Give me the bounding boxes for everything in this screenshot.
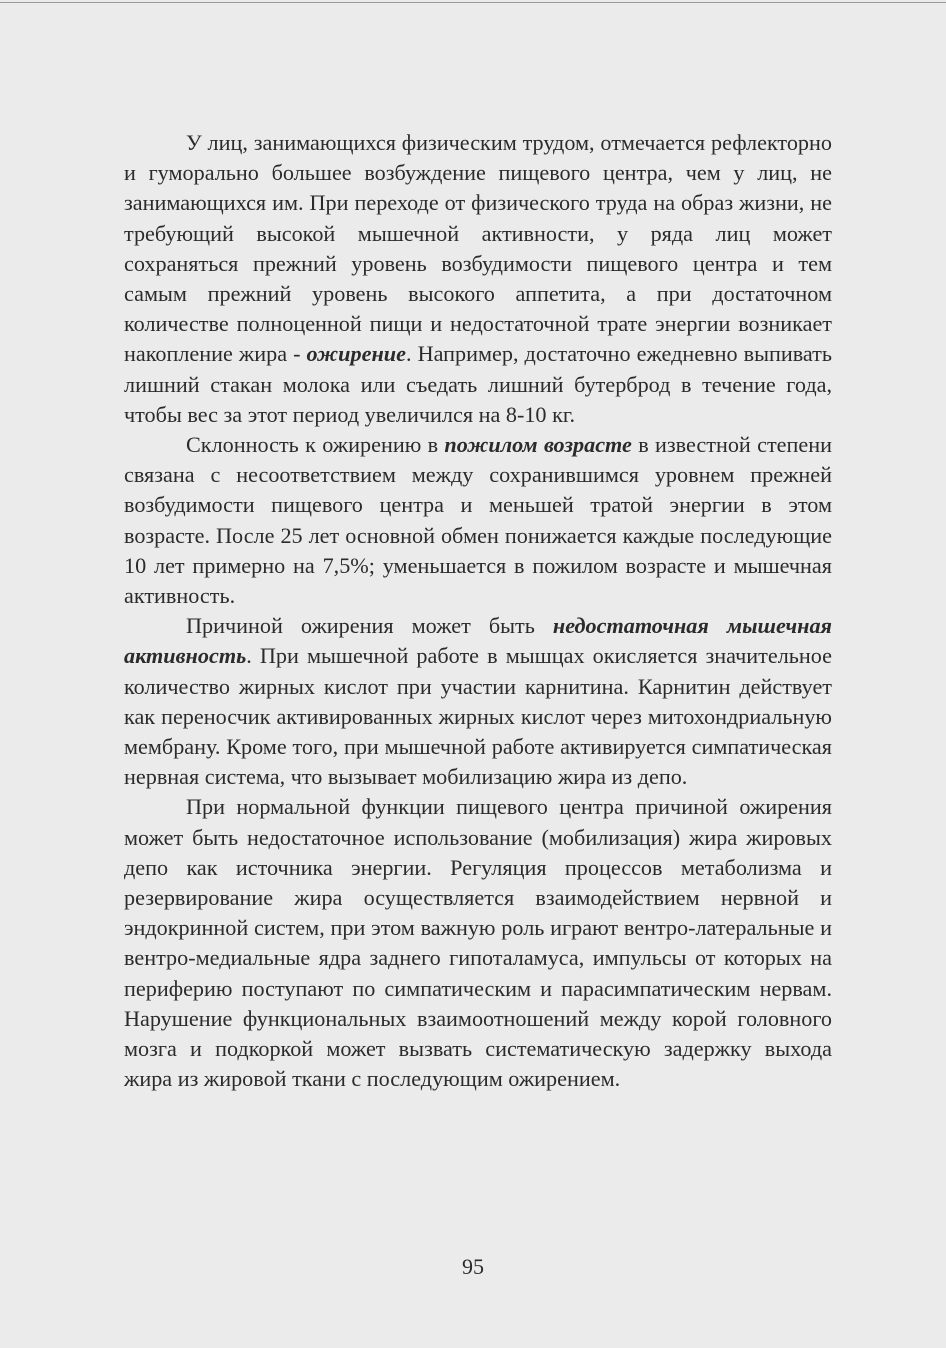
paragraph-2-text-a: Склонность к ожирению в xyxy=(186,432,445,458)
paragraph-3-text-a: Причиной ожирения может быть xyxy=(186,613,553,639)
term-obesity: ожирение xyxy=(306,341,406,367)
term-low-muscle-activity: недостаточная мышечная активность xyxy=(124,613,832,669)
paragraph-4 xyxy=(124,792,832,1094)
page-number: 95 xyxy=(462,1254,484,1279)
paragraph-1 xyxy=(124,128,832,430)
paragraph-1-text-a: У лиц, занимающихся физическим трудом, отмечается рефлекторно и гуморально большее возбуждение пищевого центра, чем у лиц, не занимающихся им. При переходе от физического труда на образ жизни, не требующий высокой мышечной активности, у ряда лиц может сохраняться прежний уровень возбудимости пищевого центра и тем самым прежний уровень высокого аппетита, а при достаточном количестве полноценной пищи и недостаточной трате энергии возникает накопление жира - xyxy=(124,130,832,367)
paragraph-3-text-b: . При мышечной работе в мышцах окисляется значительное количество жирных кислот при участии карнитина. Карнитин действует как переносчик активированных жирных кислот через митохондриальную мембрану. Кроме того, при мышечной работе активируется симпатическая нервная система, что вызывает мобилизацию жира из депо. xyxy=(124,643,832,790)
term-elderly-age: пожилом возрасте xyxy=(444,432,632,458)
paragraph-1-text-b: . Например, достаточно ежедневно выпивать лишний стакан молока или съедать лишний бутерброд в течение года, чтобы вес за этот период увеличился на 8-10 кг. xyxy=(124,341,833,427)
paragraph-2 xyxy=(124,430,832,611)
paragraph-2-text-b: в известной степени связана с несоответствием между сохранившимся уровнем прежней возбудимости пищевого центра и меньшей тратой энергии в этом возрасте. После 25 лет основной обмен понижается каждые последующие 10 лет примерно на 7,5%; уменьшается в пожилом возрасте и мышечная активность. xyxy=(124,432,832,609)
scan-top-edge xyxy=(0,2,946,3)
paragraph-3 xyxy=(124,611,832,792)
page-body xyxy=(124,128,832,1095)
paragraph-4-text: При нормальной функции пищевого центра причиной ожирения может быть недостаточное использование (мобилизация) жира жировых депо как источника энергии. Регуляция процессов метаболизма и резервирование жира осуществляется взаимодействием нервной и эндокринной систем, при этом важную роль играют вентро-латеральные и вентро-медиальные ядра заднего гипоталамуса, импульсы от которых на периферию поступают по симпатическим и парасимпатическим нервам. Нарушение функциональных взаимоотношений между корой головного мозга и подкоркой может вызвать систематическую задержку выхода жира из жировой ткани с последующим ожирением. xyxy=(124,794,832,1092)
